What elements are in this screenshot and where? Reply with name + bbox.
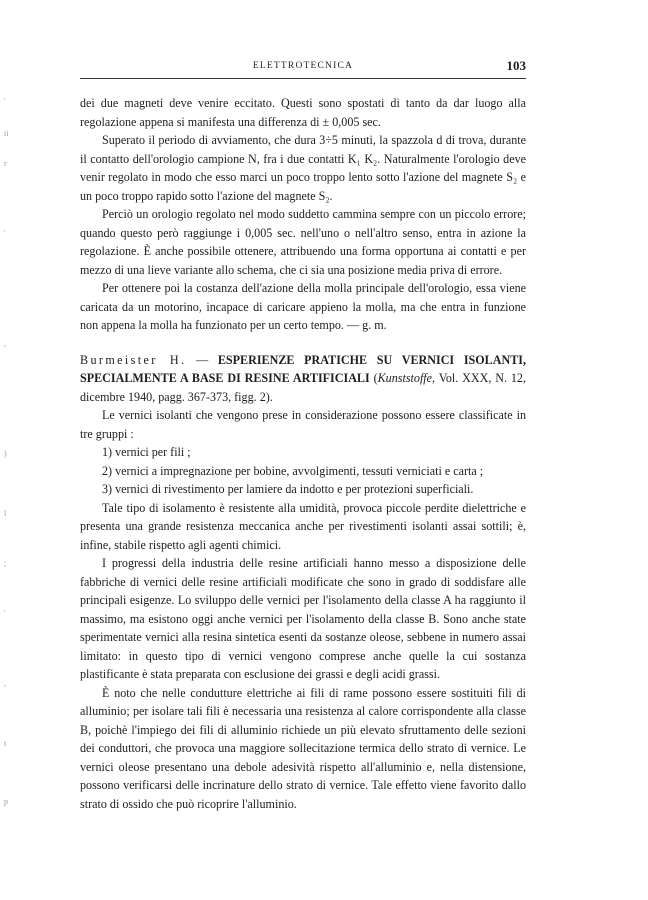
article-body	[80, 94, 526, 813]
author-name: Burmeister H.	[80, 352, 187, 367]
page-number: 103	[506, 58, 526, 73]
dash: —	[196, 352, 209, 367]
paragraph: Superato il periodo di avviamento, che dura 3÷5 minuti, la spazzola d di trova, durante il contatto dell'orologio campione N, fra i due contatti K₁ K₂. Naturalmente l'orologio deve venir regolato in modo che esso marci un poco troppo lento sotto l'azione del magnete S₂ e un poco troppo rapido sotto l'azione del magnete S₂.	[80, 133, 526, 203]
header-rule	[80, 78, 526, 79]
list-item: 2) vernici a impregnazione per bobine, avvolgimenti, tessuti verniciati e carta ;	[102, 463, 484, 478]
running-title: ELETTROTECNICA	[252, 61, 354, 71]
bibliographic-reference: Burmeister H. — ESPERIENZE PRATICHE SU VERNICI ISOLANTI, SPECIALMENTE A BASE DI RESINE ARTIFICIALI (Kunststoffe, Vol. XXX, N. 12, dicembre 1940, pagg. 367-373, figg. 2).	[80, 352, 526, 404]
paragraph: Perciò un orologio regolato nel modo suddetto cammina sempre con un piccolo errore; quando questo però raggiunge i 0,005 sec. nell'uno o nell'altro senso, entra in azione la regolazione. È anche possibile ottenere, attribuendo una forma opportuna ai contatti e per mezzo di una lieve variante allo schema, che ci sia una posizione media priva di errore.	[80, 207, 526, 277]
list-item: 3) vernici di rivestimento per lamiere da indotto e per protezioni superficiali.	[102, 482, 474, 496]
paragraph: Tale tipo di isolamento è resistente alla umidità, provoca piccole perdite dielettriche e presenta una grande resistenza meccanica anche per rivestimenti isolanti assai sottili; è, infine, stabile rispetto agli agenti chimici.	[80, 500, 526, 552]
paragraph: I progressi della industria delle resine artificiali hanno messo a disposizione delle fabbriche di vernici delle resine artificiali modificate che sono in grado di soddisfare alle principali esigenze. Lo sviluppo delle vernici per l'isolamento della classe A ha raggiunto il massimo, ma esistono oggi anche vernici per l'isolamento della classe B. Sono anche state sperimentate vernici alla resina sintetica esenti da sostanze oleose, sebbene in numero assai limitato: in questo tipo di vernici vengono comprese anche quelle la cui sostanza plastificante è stata preparata con esclusione dei grassi e degli acidi grassi.	[80, 556, 526, 681]
list-item: 1) vernici per fili ;	[102, 445, 191, 459]
journal-name: Kunststoffe	[377, 371, 433, 385]
margin-scan-marks: ' ii r ' , ) l ; ' , t p	[4, 97, 9, 806]
paragraph: dei due magneti deve venire eccitato. Questi sono spostati di tanto da dar luogo alla regolazione appena si manifesta una differenza di ± 0,005 sec.	[80, 96, 526, 129]
citation-details: , Vol. XXX, N. 12, dicembre 1940, pagg. 367-373, figg. 2).	[80, 371, 526, 404]
paragraph: Per ottenere poi la costanza dell'azione della molla principale dell'orologio, essa viene caricata da un motorino, incapace di caricare appieno la molla, ma che entra in funzione non appena la molla ha funzionato per un certo tempo. — g. m.	[80, 281, 526, 332]
section-gap	[80, 335, 526, 351]
article-title: ESPERIENZE PRATICHE SU VERNICI ISOLANTI, SPECIALMENTE A BASE DI RESINE ARTIFICIALI	[80, 352, 526, 385]
paragraph: Le vernici isolanti che vengono prese in considerazione possono essere classificate in tre gruppi :	[80, 408, 526, 441]
page-header	[80, 58, 526, 76]
paragraph: È noto che nelle condutture elettriche ai fili di rame possono essere sostituiti fili di alluminio; per isolare tali fili è necessaria una resistenza al calore corrispondente alla classe B, poichè l'impiego dei fili di alluminio richiede un più elevato sfruttamento delle sezioni dei conduttori, che provoca una maggiore sollecitazione termica dello strato di vernice. Le vernici oleose presentano una debole adesività rispetto all'alluminio e, nella distensione, possono verificarsi delle incrinature dello strato di vernice. Tale effetto viene favorito dallo strato di ossido che può ricoprire l'alluminio.	[80, 685, 526, 811]
